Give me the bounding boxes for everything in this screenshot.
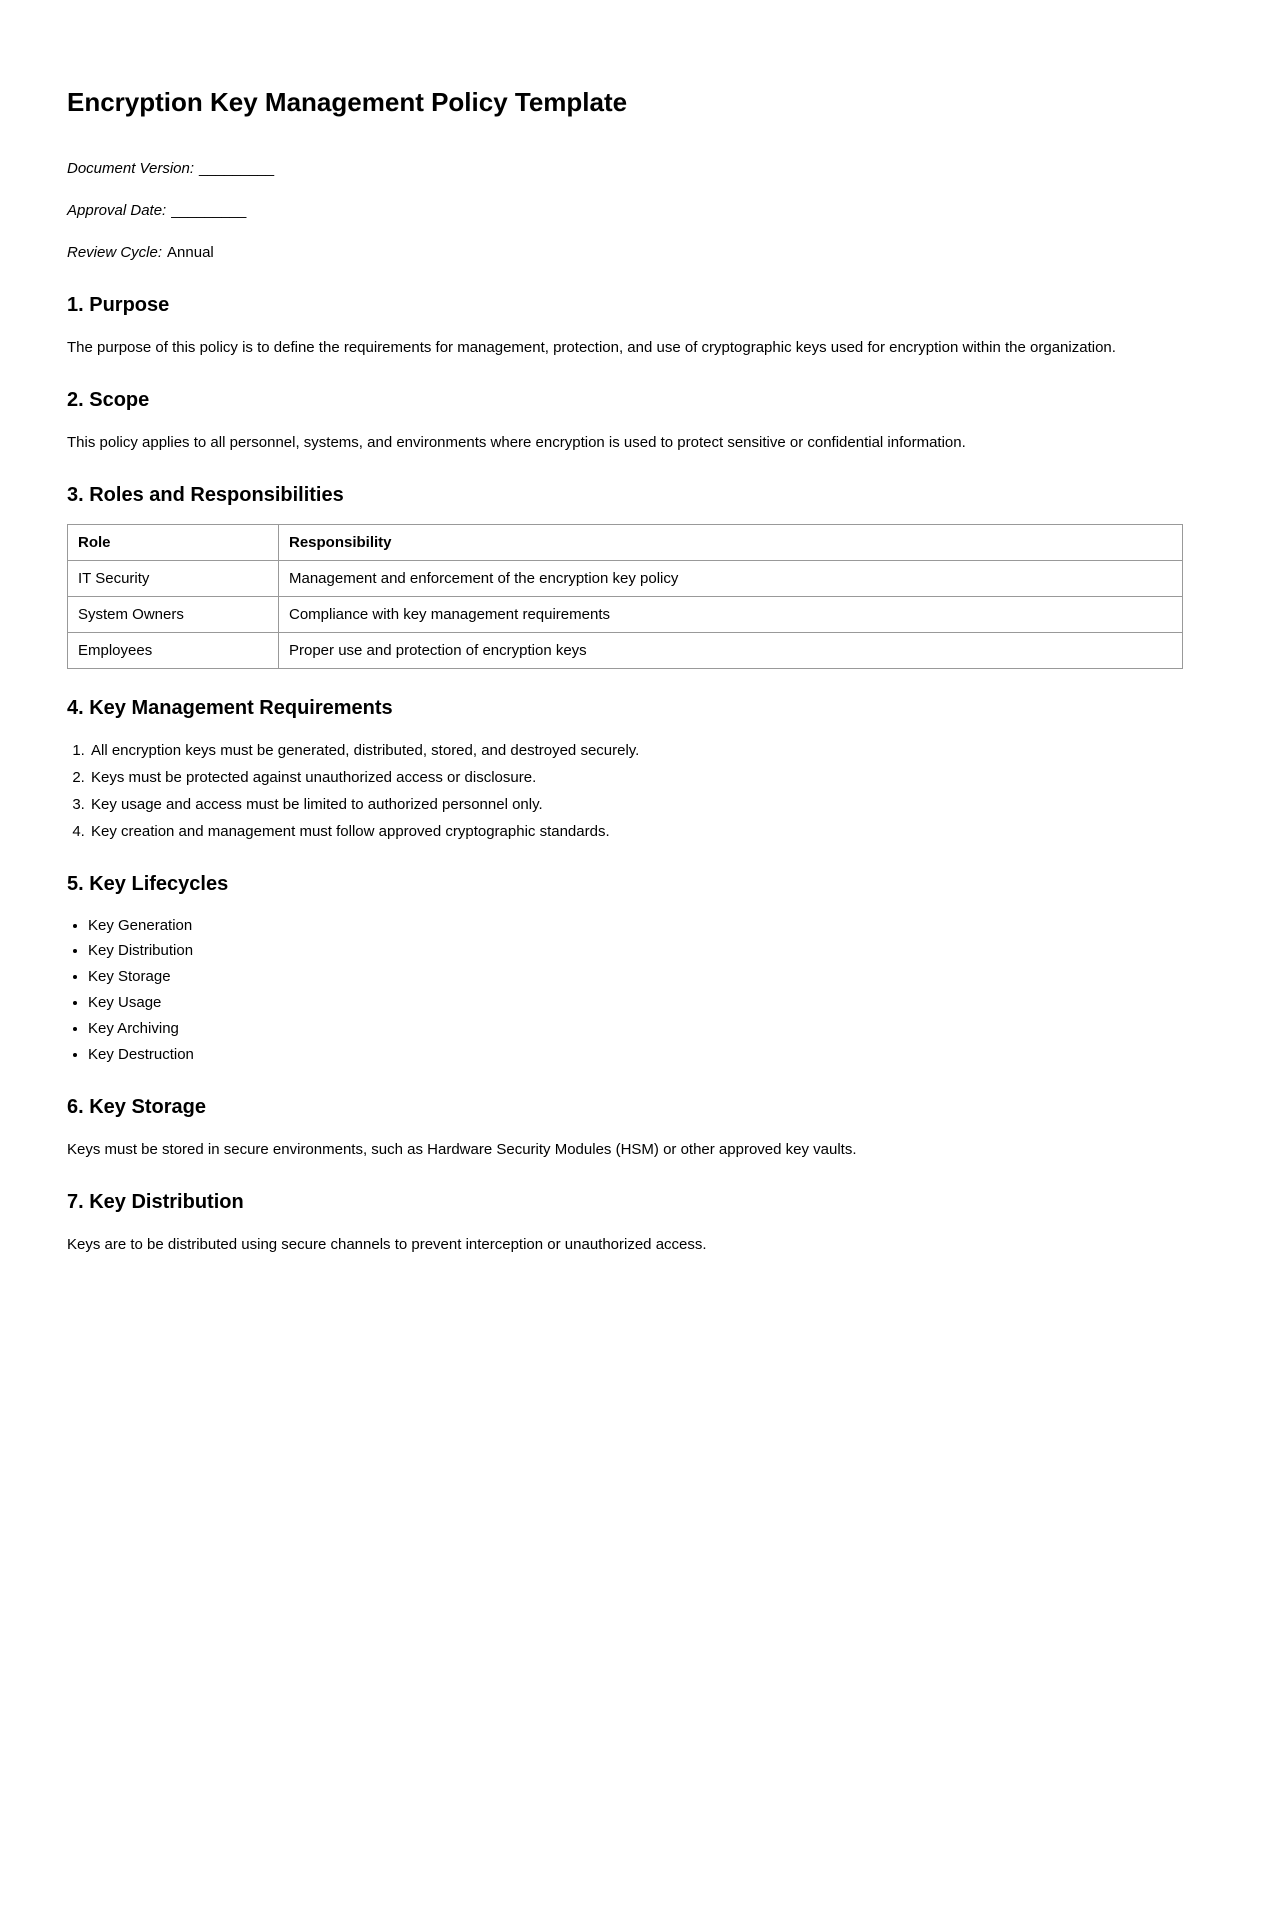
role-cell: IT Security — [68, 560, 279, 596]
table-row — [68, 596, 1183, 632]
document-version-label: Document Version: — [67, 159, 195, 177]
section-heading-requirements: 4. Key Management Requirements — [67, 696, 393, 719]
lifecycles-list — [67, 913, 1196, 1069]
meta-approval-date — [67, 197, 1196, 224]
distribution-paragraph: Keys are to be distributed using secure channels to prevent interception or unauthorized access. — [67, 1236, 707, 1254]
responsibility-cell: Management and enforcement of the encryption key policy — [279, 560, 1183, 596]
requirement-item: 3. Key usage and access must be limited to authorized personnel only. — [89, 791, 1196, 818]
table-header-role: Role — [68, 524, 279, 560]
approval-date-label: Approval Date: — [67, 201, 167, 219]
table-header-row — [68, 524, 1183, 560]
lifecycle-item: • Key Archiving — [88, 1016, 1196, 1042]
lifecycle-item: • Key Generation — [88, 913, 1196, 939]
requirement-item: 2. Keys must be protected against unauthorized access or disclosure. — [89, 764, 1196, 791]
approval-date-blank-line: _________ — [171, 201, 247, 219]
purpose-paragraph: The purpose of this policy is to define the requirements for management, protection, and use of cryptographic keys used for encryption within the organization. — [67, 338, 1116, 356]
requirement-item: 4. Key creation and management must follow approved cryptographic standards. — [89, 818, 1196, 845]
section-heading-roles: 3. Roles and Responsibilities — [67, 483, 344, 506]
requirement-item: 1. All encryption keys must be generated, distributed, stored, and destroyed securely. — [89, 737, 1196, 764]
responsibility-cell: Proper use and protection of encryption keys — [279, 632, 1183, 668]
scope-paragraph: This policy applies to all personnel, systems, and environments where encryption is used to protect sensitive or confidential information. — [67, 433, 966, 451]
role-cell: Employees — [68, 632, 279, 668]
lifecycle-item: • Key Destruction — [88, 1042, 1196, 1068]
lifecycle-item: • Key Storage — [88, 964, 1196, 990]
review-cycle-label: Review Cycle: — [67, 243, 163, 261]
requirements-list — [67, 737, 1196, 845]
storage-paragraph: Keys must be stored in secure environments, such as Hardware Security Modules (HSM) or other approved key vaults. — [67, 1141, 857, 1159]
meta-document-version — [67, 155, 1196, 182]
role-cell: System Owners — [68, 596, 279, 632]
document-version-blank-line: _________ — [199, 159, 275, 177]
lifecycle-item: • Key Distribution — [88, 938, 1196, 964]
section-heading-storage: 6. Key Storage — [67, 1096, 206, 1119]
section-heading-distribution: 7. Key Distribution — [67, 1191, 244, 1214]
section-heading-scope: 2. Scope — [67, 388, 150, 411]
meta-review-cycle — [67, 239, 1196, 266]
section-heading-purpose: 1. Purpose — [67, 293, 170, 316]
roles-responsibilities-table — [67, 524, 1183, 669]
table-row — [68, 560, 1183, 596]
table-row — [68, 632, 1183, 668]
page-title: Encryption Key Management Policy Template — [67, 87, 628, 117]
table-header-responsibility: Responsibility — [279, 524, 1183, 560]
responsibility-cell: Compliance with key management requirements — [279, 596, 1183, 632]
lifecycle-item: • Key Usage — [88, 990, 1196, 1016]
section-heading-lifecycles: 5. Key Lifecycles — [67, 872, 229, 895]
review-cycle-value: Annual — [167, 243, 214, 261]
